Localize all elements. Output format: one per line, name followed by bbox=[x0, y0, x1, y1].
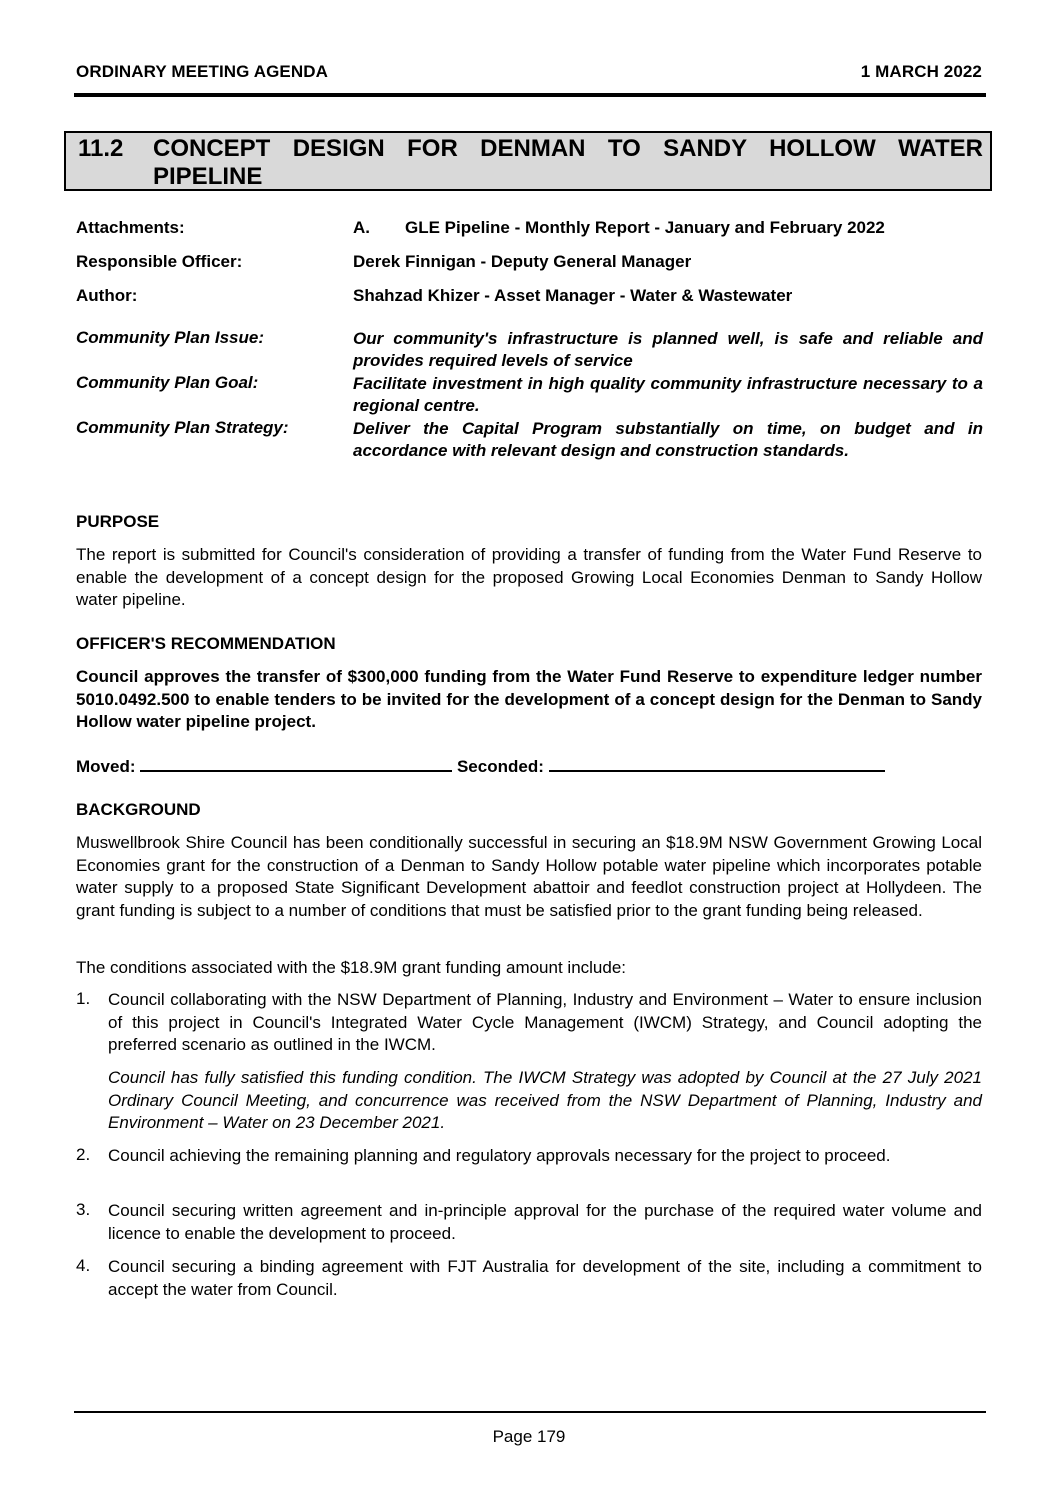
item-title-line2: PIPELINE bbox=[153, 163, 263, 190]
item-title-line1: CONCEPT DESIGN FOR DENMAN TO SANDY HOLLOW WATER bbox=[153, 135, 983, 162]
item-number: 11.2 bbox=[78, 135, 124, 162]
recommendation-text: Council approves the transfer of $300,000 funding from the Water Fund Reserve to expenditure ledger number 5010.0492.500 to enable tenders to be invited for the development of a concept design for the Denman to Sandy Hollow water pipeline project. bbox=[76, 667, 982, 731]
author-label: Author: bbox=[76, 286, 138, 305]
condition-note: Council has fully satisfied this funding condition. The IWCM Strategy was adopted by Council at the 27 July 2021 Ordinary Council Meeting, and concurrence was received from the NSW Department of Planning, Industry and Environment – Water on 23 December 2021. bbox=[108, 1068, 982, 1132]
purpose-heading: PURPOSE bbox=[76, 512, 160, 531]
condition-text: Council collaborating with the NSW Department of Planning, Industry and Environment – Water to ensure inclusion of this project in Council's Integrated Water Cycle Management (IWCM) Strategy, and Council adopting the preferred scenario as outlined in the IWCM. bbox=[108, 990, 982, 1054]
condition-number: 2. bbox=[76, 1145, 91, 1164]
community-plan-strategy-value: Deliver the Capital Program substantially on time, on budget and in accordance with relevant design and construction standards. bbox=[353, 419, 983, 460]
attachment-link[interactable]: GLE Pipeline - Monthly Report - January and February 2022 bbox=[405, 218, 885, 237]
condition-text: Council securing a binding agreement with FJT Australia for development of the site, including a commitment to accept the water from Council. bbox=[108, 1257, 982, 1299]
author-value: Shahzad Khizer - Asset Manager - Water & Wastewater bbox=[353, 286, 793, 305]
purpose-text: The report is submitted for Council's consideration of providing a transfer of funding from the Water Fund Reserve to enable the development of a concept design for the proposed Growing Local Economies Denman to Sandy Hollow water pipeline. bbox=[76, 545, 982, 609]
conditions-intro: The conditions associated with the $18.9M grant funding amount include: bbox=[76, 958, 627, 977]
attachment-letter: A. bbox=[353, 218, 370, 237]
motion-signature-line bbox=[76, 754, 885, 777]
attachments-label: Attachments: bbox=[76, 218, 185, 237]
moved-label: Moved: bbox=[76, 757, 136, 776]
seconded-blank bbox=[549, 754, 885, 772]
condition-text: Council securing written agreement and in-principle approval for the purchase of the required water volume and licence to enable the development to proceed. bbox=[108, 1201, 982, 1243]
condition-number: 4. bbox=[76, 1256, 91, 1275]
condition-number: 1. bbox=[76, 989, 91, 1008]
moved-blank bbox=[140, 754, 452, 772]
recommendation-heading: OFFICER'S RECOMMENDATION bbox=[76, 634, 336, 653]
header-meeting-title: ORDINARY MEETING AGENDA bbox=[76, 62, 328, 81]
condition-text: Council achieving the remaining planning and regulatory approvals necessary for the project to proceed. bbox=[108, 1146, 891, 1165]
responsible-officer-label: Responsible Officer: bbox=[76, 252, 243, 271]
community-plan-issue-label: Community Plan Issue: bbox=[76, 328, 264, 347]
condition-number: 3. bbox=[76, 1200, 91, 1219]
background-text: Muswellbrook Shire Council has been conditionally successful in securing an $18.9M NSW Government Growing Local Economies grant for the construction of a Denman to Sandy Hollow potable water pipeline which incorporates potable water supply to a proposed State Significant Development abattoir and feedlot construction project at Hollydeen. The grant funding is subject to a number of conditions that must be satisfied prior to the grant funding being released. bbox=[76, 833, 982, 920]
seconded-label: Seconded: bbox=[456, 757, 544, 776]
community-plan-issue-value: Our community's infrastructure is planned well, is safe and reliable and provides required levels of service bbox=[353, 329, 983, 370]
community-plan-goal-value: Facilitate investment in high quality community infrastructure necessary to a regional centre. bbox=[353, 374, 983, 415]
header-meeting-date: 1 MARCH 2022 bbox=[860, 62, 982, 81]
community-plan-goal-label: Community Plan Goal: bbox=[76, 373, 259, 392]
background-heading: BACKGROUND bbox=[76, 800, 201, 819]
page-number: Page 179 bbox=[492, 1427, 566, 1446]
footer-divider bbox=[74, 1411, 986, 1413]
responsible-officer-value: Derek Finnigan - Deputy General Manager bbox=[353, 252, 692, 271]
header-divider bbox=[74, 93, 986, 97]
community-plan-strategy-label: Community Plan Strategy: bbox=[76, 418, 289, 437]
